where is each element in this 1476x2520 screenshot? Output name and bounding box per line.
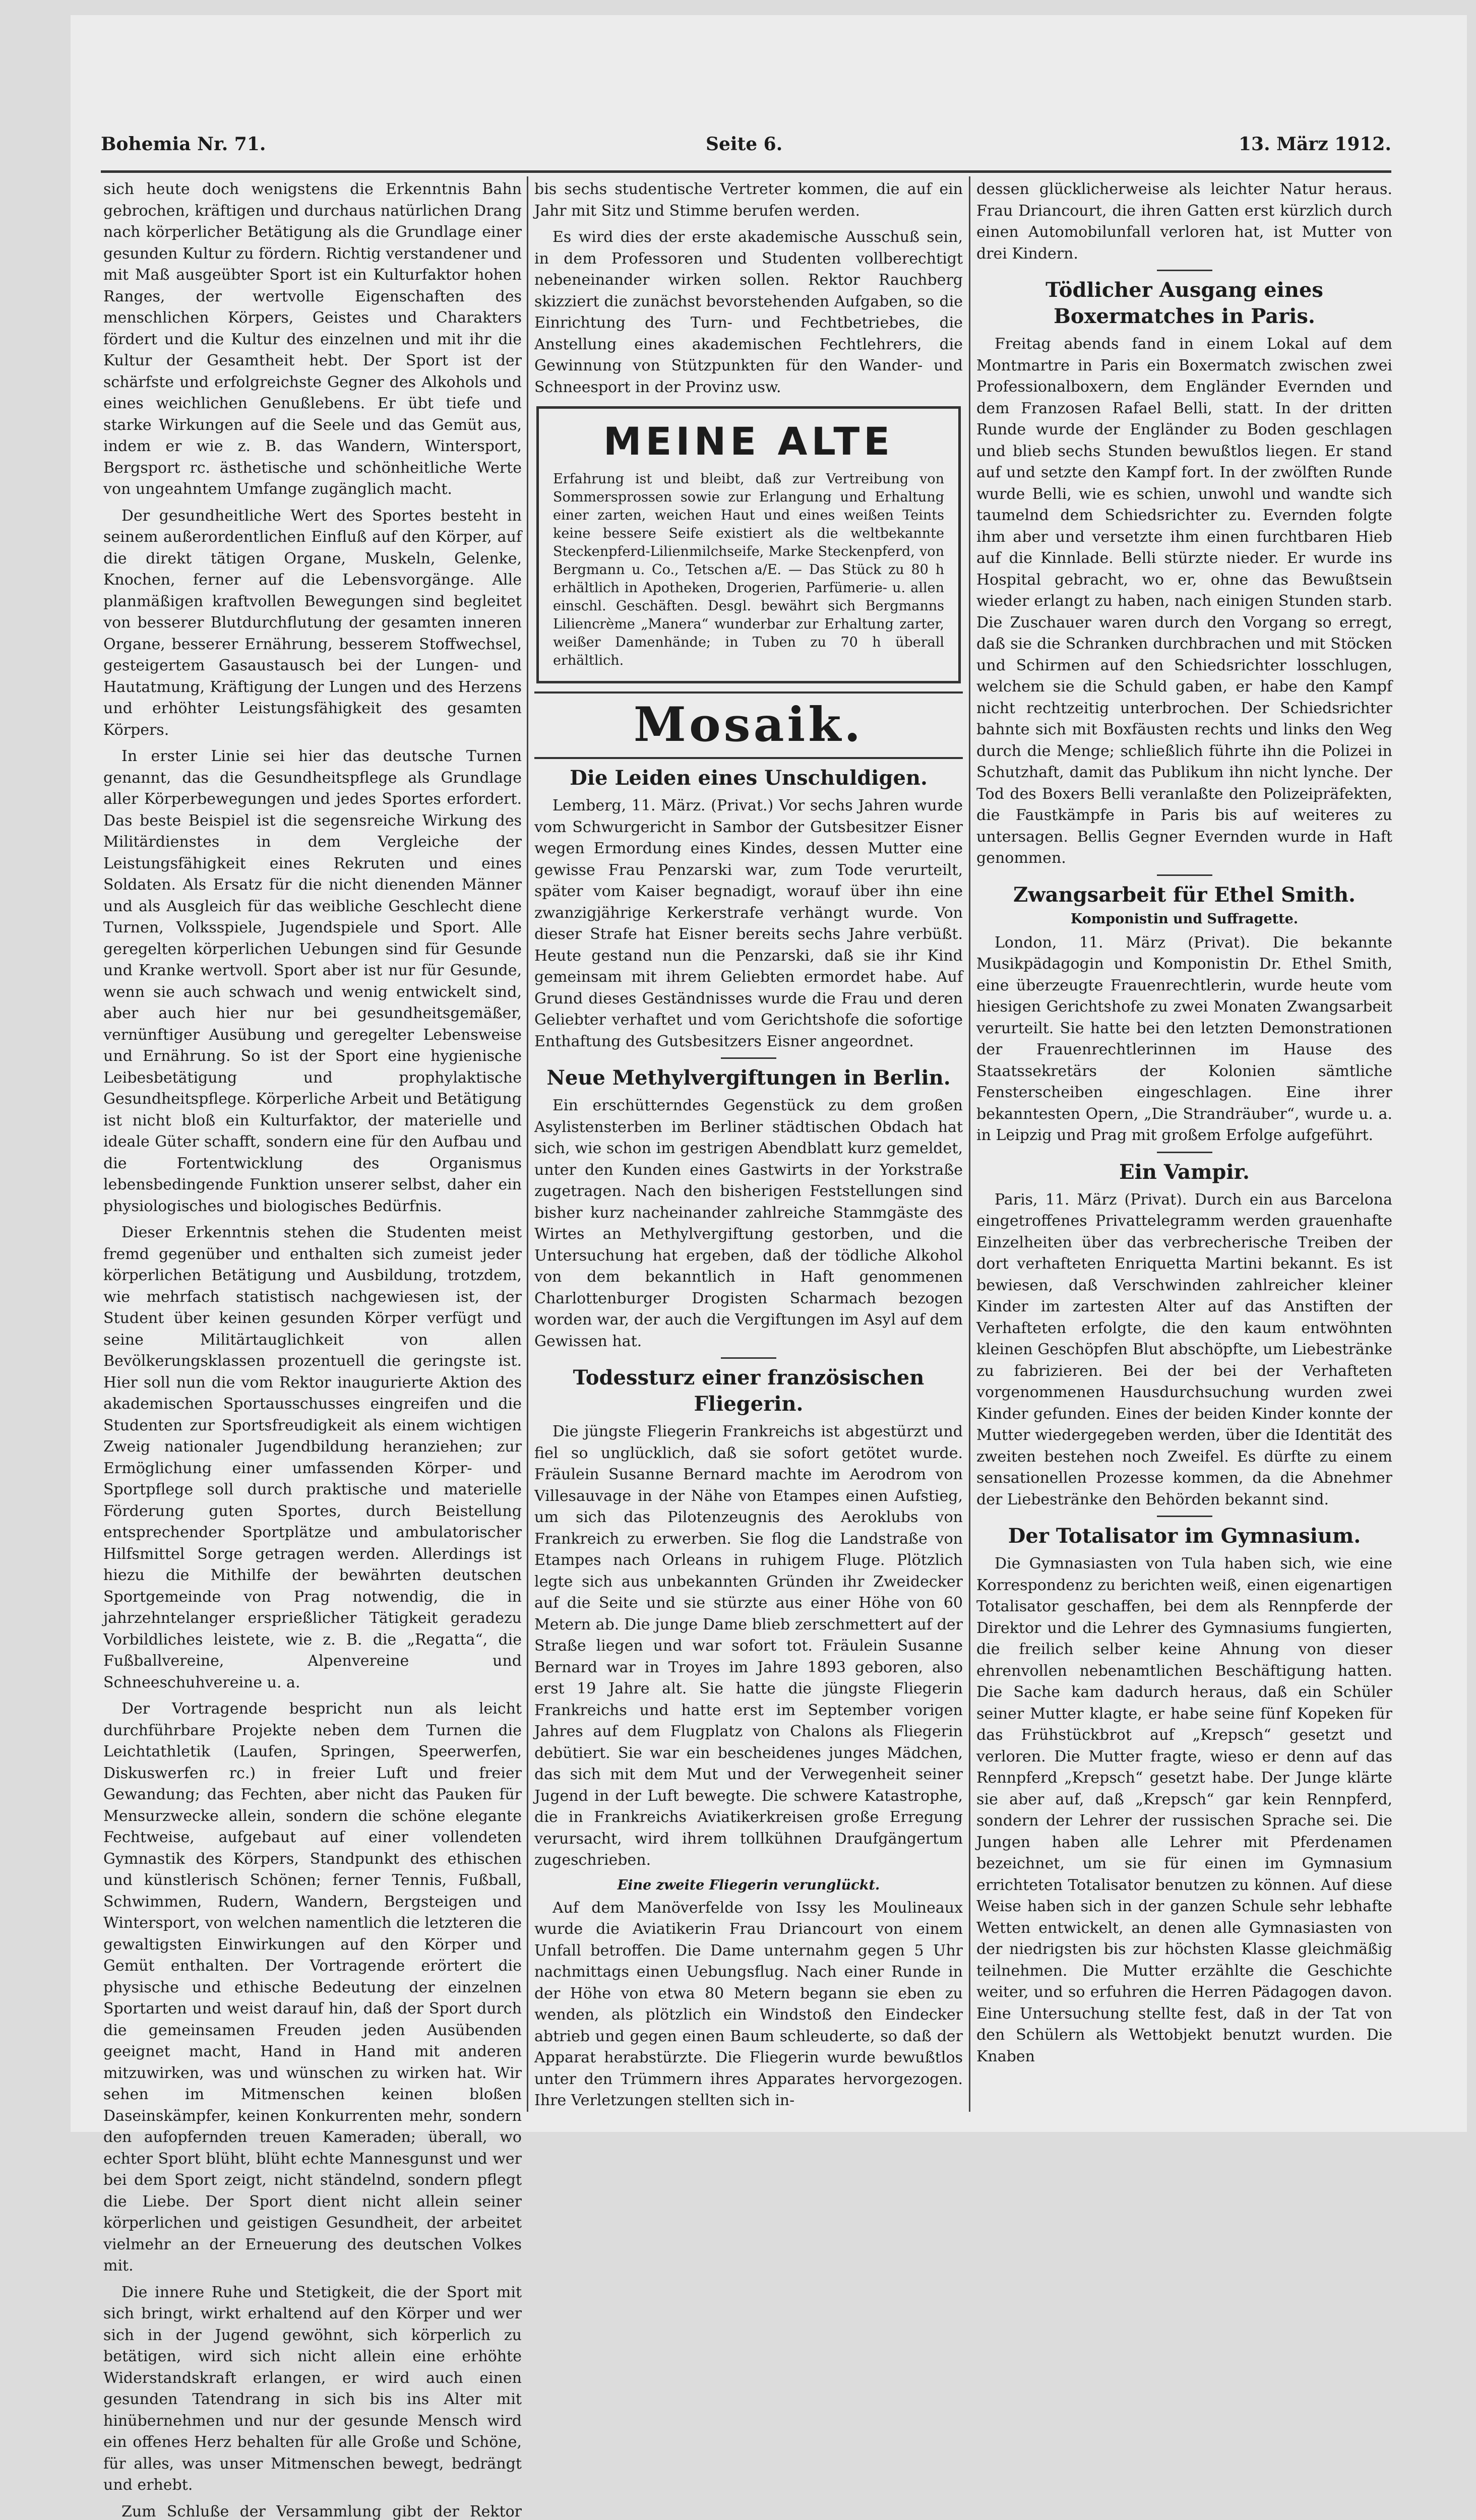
article-paragraph: Auf dem Manöverfelde von Issy les Moulineaux wurde die Aviatikerin Frau Driancourt von einem Unfall betroffen. Die Dame unternahm gegen 5 Uhr nachmittags einen Uebungsflug. Nach einer Runde in der Höhe von etwa 80 Metern begann sie eben zu wenden, als plötzlich ein Windstoß den Eindecker abtrieb und gegen einen Baum schleuderte, so daß der Apparat herabstürzte. Die Fliegerin wurde bewußtlos unter den Trümmern ihres Apparates hervorgezogen. Ihre Verletzungen stellten sich in- (534, 1898, 963, 2112)
article-paragraph: Es wird dies der erste akademische Ausschuß sein, in dem Professoren und Studenten vollberechtigt nebeneinander wirken sollen. Rektor Rauchberg skizziert die zunächst bevorstehenden Aufgaben, so die Einrichtung des Turn- und Fechtbetriebes, die Anstellung eines akademischen Fechtlehrers, die Gewinnung von Stützpunkten für den Wander- und Schneesport in der Provinz usw. (534, 227, 963, 398)
article-headline: Der Totalisator im Gymnasium. (976, 1523, 1392, 1549)
column-2 (534, 179, 963, 2109)
article-headline: Todessturz einer französischen Fliegerin. (534, 1365, 963, 1417)
column-1 (103, 179, 522, 2109)
article-paragraph: Paris, 11. März (Privat). Durch ein aus Barcelona eingetroffenes Privattelegramm werden grauenhafte Einzelheiten über das verbrecherische Treiben der dort verhafteten Enriquetta Martini bekannt. Es ist bewiesen, daß Verschwinden zahlreicher kleiner Kinder im zartesten Alter auf das Anstiften der Verhafteten erfolgte, die den kaum entwöhnten kleinen Geschöpfen Blut abschöpfte, um Liebestränke zu fabrizieren. Bei der bei der Verhafteten vorgenommenen Hausdurchsuchung wurden zwei Kinder gefunden. Eines der beiden Kinder konnte der Mutter wiedergegeben werden, über die Identität des zweiten bestehen noch Zweifel. Es dürfte zu einem sensationellen Prozesse kommen, da die Abnehmer der Liebestränke den Behörden bekannt sind. (976, 1189, 1392, 1511)
column-divider-2 (969, 176, 970, 2112)
article-divider (1157, 874, 1212, 876)
column-3 (976, 179, 1392, 2109)
article-paragraph: Lemberg, 11. März. (Privat.) Vor sechs Jahren wurde vom Schwurgericht in Sambor der Gutsbesitzer Eisner wegen Ermordung eines Kindes, dessen Mutter eine gewisse Frau Penzarski war, zum Tode verurteilt, später vom Kaiser begnadigt, worauf über ihn eine zwanzigjährige Kerkerstrafe verhängt wurde. Von dieser Strafe hat Eisner bereits sechs Jahre verbüßt. Heute gestand nun die Penzarski, daß sie ihr Kind gemeinsam mit ihrem Geliebten ermordet habe. Auf Grund dieses Geständnisses wurde die Frau und deren Geliebter verhaftet und vom Gerichtshofe die sofortige Enthaftung des Gutsbesitzers Eisner angeordnet. (534, 795, 963, 1052)
article-divider (721, 1057, 776, 1059)
header-page-number: Seite 6. (706, 134, 782, 155)
article-paragraph: Die Gymnasiasten von Tula haben sich, wie eine Korrespondenz zu berichten weiß, einen eigenartigen Totalisator geschaffen, bei dem als Rennpferde der Direktor und die Lehrer des Gymnasiums fungierten, die freilich selber keine Ahnung von dieser ehrenvollen nebenamtlichen Beschäftigung hatten. Die Sache kam dadurch heraus, daß ein Schüler seiner Mutter klagte, er habe seine fünf Kopeken für das Frühstückbrot auf „Krepsch“ gesetzt und verloren. Die Mutter fragte, wieso er denn auf das Rennpferd „Krepsch“ gesetzt habe. Der Junge klärte sie aber auf, daß „Krepsch“ gar kein Rennpferd, sondern der Lehrer der russischen Sprache sei. Die Jungen haben alle Lehrer mit Pferdenamen bezeichnet, um sie für einen im Gymnasium errichteten Totalisator benutzen zu können. Auf diese Weise haben sich in der ganzen Schule sehr lebhafte Wetten entwickelt, an denen alle Gymnasiasten von der niedrigsten bis zur höchsten Klasse gleichmäßig teilnehmen. Die Mutter erzählte die Geschichte weiter, und so erfuhren die Herren Pädagogen davon. Eine Untersuchung stellte fest, daß in der Tat von den Schülern als Wettobjekt benutzt wurden. Die Knaben (976, 1553, 1392, 2067)
header-newspaper-issue: Bohemia Nr. 71. (101, 134, 266, 155)
article-paragraph: sich heute doch wenigstens die Erkenntnis Bahn gebrochen, kräftigen und durchaus natürlichen Drang nach körperlicher Betätigung als die Grundlage einer gesunden Kultur zu fördern. Richtig verstandener und mit Maß ausgeübter Sport ist ein Kulturfaktor hohen Ranges, der wertvolle Eigenschaften des menschlichen Körpers, Geistes und Charakters fördert und die Kultur des einzelnen und mit ihr die Kultur der Gesamtheit hebt. Der Sport ist der schärfste und erfolgreichste Gegner des Alkohols und eines weichlichen Genußlebens. Er übt tiefe und starke Wirkungen auf die Seele und das Gemüt aus, indem er wie z. B. das Wandern, Wintersport, Bergsport rc. ästhetische und schönheitliche Werte von ungeahntem Umfange zugänglich macht. (103, 179, 522, 500)
article-headline: Ein Vampir. (976, 1159, 1392, 1185)
article-headline: Neue Methylvergiftungen in Berlin. (534, 1065, 963, 1091)
article-headline: Tödlicher Ausgang eines Boxermatches in Paris. (976, 277, 1392, 330)
section-title: Mosaik. (534, 697, 963, 753)
article-paragraph: bis sechs studentische Vertreter kommen, die auf ein Jahr mit Sitz und Stimme berufen werden. (534, 179, 963, 222)
article-subheadline: Eine zweite Fliegerin verunglückt. (534, 1876, 963, 1895)
article-paragraph: Die innere Ruhe und Stetigkeit, die der Sport mit sich bringt, wirkt erhaltend auf den Körper und wer sich in der Jugend gewöhnt, sich körperlich zu betätigen, wird sich nicht allein eine erhöhte Widerstandskraft erlangen, er wird auch einen gesunden Tatendrang in sich bis ins Alter mit hinübernehmen und nur der gesunde Mensch wird ein offenes Herz behalten für alle Große und Schöne, für alles, was unser Mitmenschen bewegt, bedrängt und erhebt. (103, 2282, 522, 2496)
article-divider (1157, 1516, 1212, 1517)
article-divider (721, 1357, 776, 1359)
page-header (101, 129, 1391, 164)
header-rule (101, 170, 1391, 173)
article-divider (1157, 270, 1212, 271)
advertisement-box (536, 406, 961, 683)
section-rule (534, 757, 963, 759)
article-paragraph: Freitag abends fand in einem Lokal auf dem Montmartre in Paris ein Boxermatch zwischen zwei Professionalboxern, dem Engländer Evernden und dem Franzosen Rafael Belli, statt. In der dritten Runde wurde der Engländer zu Boden geschlagen und blieb sechs Stunden bewußtlos liegen. Er stand auf und setzte den Kampf fort. In der zwölften Runde wurde Belli, wie es schien, unwohl und wandte sich taumelnd dem Schiedsrichter zu. Evernden folgte ihm aber und versetzte ihm einen furchtbaren Hieb auf die Kinnlade. Belli stürzte nieder. Er wurde ins Hospital gebracht, wo er, ohne das Bewußtsein wieder erlangt zu haben, nach einigen Stunden starb. Die Zuschauer waren durch den Vorgang so erregt, daß sie die Schranken durchbrachen und mit Stöcken und Schirmen auf den Schiedsrichter losschlugen, welchem sie die Schuld gaben, er habe den Kampf nicht rechtzeitig unterbrochen. Der Schiedsrichter bahnte sich mit Boxfäusten rechts und links den Weg durch die Menge; schließlich führte ihn die Polizei in Schutzhaft, damit das Publikum ihn nicht lynche. Der Tod des Boxers Belli veranlaßte den Polizeipräfekten, die Faustkämpfe in Paris bis auf weiteres zu untersagen. Bellis Gegner Evernden wurde in Haft genommen. (976, 334, 1392, 869)
article-paragraph: Der Vortragende bespricht nun als leicht durchführbare Projekte neben dem Turnen die Leichtathletik (Laufen, Springen, Speerwerfen, Diskuswerfen rc.) in freier Luft und freier Gewandung; das Fechten, aber nicht das Pauken für Mensurzwecke allein, sondern die schöne elegante Fechtweise, aufgebaut auf einer vollendeten Gymnastik des Körpers, Standpunkt des ethischen und künstlerisch Schönen; ferner Tennis, Fußball, Schwimmen, Rudern, Wandern, Bergsteigen und Wintersport, von welchen namentlich die letzteren die gewaltigsten Einwirkungen auf den Körper und Gemüt enthalten. Der Vortragende erörtert die physische und ethische Bedeutung der einzelnen Sportarten und weist darauf hin, daß der Sport durch die gemeinsamen Freuden jeden Ausübenden geeignet macht, Hand in Hand mit anderen mitzuwirken, was und wünschen zu wirken hat. Wir sehen im Mitmenschen keinen bloßen Daseinskämpfer, keinen Konkurrenten mehr, sondern den aufopfernden treuen Kameraden; überall, wo echter Sport blüht, blüht echte Mannesgunst und wer bei dem Sport zeigt, nicht ständelnd, sondern pflegt die Liebe. Der Sport dient nicht allein seiner körperlichen und geistigen Gesundheit, der arbeitet vielmehr an der Erneuerung des deutschen Volkes mit. (103, 1698, 522, 2277)
advertisement-title: MEINE ALTE (553, 420, 944, 463)
article-paragraph: Dieser Erkenntnis stehen die Studenten meist fremd gegenüber und enthalten sich zumeist jeder körperlichen Betätigung und Ausbildung, trotzdem, wie mehrfach statistisch nachgewiesen ist, der Student über keinen gesunden Körper verfügt und seine Militärtauglichkeit von allen Bevölkerungsklassen prozentuell die geringste ist. Hier soll nun die vom Rektor inaugurierte Aktion des akademischen Sportausschusses eingreifen und die Studenten zur Sportsfreudigkeit als einem wichtigen Zweig nationaler Jugendbildung heranziehen; zur Ermöglichung einer umfassenden Körper- und Sportpflege soll durch praktische und materielle Förderung guten Sportes, durch Beistellung entsprechender Sportplätze und ambulatorischer Hilfsmittel Sorge getragen werden. Allerdings ist hiezu die Mithilfe der bewährten deutschen Sportgemeinde von Prag notwendig, die in jahrzehntelanger ersprießlicher Tätigkeit geradezu Vorbildliches leistete, wie z. B. die „Regatta“, die Fußballvereine, Alpenvereine und Schneeschuhvereine u. a. (103, 1222, 522, 1693)
article-paragraph: In erster Linie sei hier das deutsche Turnen genannt, das die Gesundheitspflege als Grundlage aller Körperbewegungen und jedes Sportes erfordert. Das beste Beispiel ist die segensreiche Wirkung des Militärdienstes in dem Vergleiche der Leistungsfähigkeit eines Rekruten und eines Soldaten. Als Ersatz für die nicht dienenden Männer und als Ausgleich für das weibliche Geschlecht diene Turnen, Volksspiele, Jugendspiele und Sport. Alle geregelten körperlichen Uebungen sind für Gesunde und Kranke wertvoll. Sport aber ist nur für Gesunde, wenn sie auch schwach und wenig entwickelt sind, aber auch hier nur bei gesundheitsgemäßer, vernünftiger Ausübung und geregelter Lebensweise und Ernährung. So ist der Sport eine hygienische Leibesbetätigung und prophylaktische Gesundheitspflege. Körperliche Arbeit und Betätigung ist nicht bloß ein Kulturfaktor, der materielle und ideale Güter schafft, sondern eine für den Aufbau und die Fortentwicklung des Organismus lebensbedingende Funktion unserer selbst, daher ein physiologisches und biologisches Bedürfnis. (103, 746, 522, 1217)
column-divider-1 (527, 176, 528, 2112)
section-rule (534, 691, 963, 694)
article-paragraph: Ein erschütterndes Gegenstück zu dem großen Asylistensterben im Berliner städtischen Obdach hat sich, wie schon im gestrigen Abendblatt kurz gemeldet, unter den Kunden eines Gastwirts in der Yorkstraße zugetragen. Nach den bisherigen Feststellungen sind bisher kurz nacheinander zahlreiche Stammgäste des Wirtes an Methylvergiftung gestorben, und die Untersuchung hat ergeben, daß der tödliche Alkohol von dem bekanntlich in Haft genommenen Charlottenburger Drogisten Scharmach bezogen worden war, der auch die Vergiftungen im Asyl auf dem Gewissen hat. (534, 1095, 963, 1352)
header-date: 13. März 1912. (1239, 134, 1391, 155)
article-headline: Zwangsarbeit für Ethel Smith. (976, 882, 1392, 908)
article-paragraph: Die jüngste Fliegerin Frankreichs ist abgestürzt und fiel so unglücklich, daß sie sofort getötet wurde. Fräulein Susanne Bernard machte im Aerodrom von Villesauvage in der Nähe von Etampes einen Aufstieg, um sich das Pilotenzeugnis des Aeroklubs von Frankreich zu erwerben. Sie flog die Landstraße von Etampes nach Orleans in ruhigem Fluge. Plötzlich legte sich aus unbekannten Gründen ihr Zweidecker auf die Seite und sie stürzte aus einer Höhe von 60 Metern ab. Die junge Dame blieb zerschmettert auf der Straße liegen und war sofort tot. Fräulein Susanne Bernard war in Troyes im Jahre 1893 geboren, also erst 19 Jahre alt. Sie hatte die jüngste Fliegerin Frankreichs und hatte erst im September vorigen Jahres auf dem Flugplatz von Chalons als Fliegerin debütiert. Sie war ein bescheidenes junges Mädchen, das sich mit dem Mut und der Verwegenheit seiner Jugend in der Luft bewegte. Die schwere Katastrophe, die in Frankreichs Aviatikerkreisen große Erregung verursacht, wird ihrem tollkühnen Draufgängertum zugeschrieben. (534, 1421, 963, 1871)
article-headline: Die Leiden eines Unschuldigen. (534, 765, 963, 791)
article-paragraph: London, 11. März (Privat). Die bekannte Musikpädagogin und Komponistin Dr. Ethel Smith, eine überzeugte Frauenrechtlerin, wurde heute vom hiesigen Gerichtshofe zu zwei Monaten Zwangsarbeit verurteilt. Sie hatte bei den letzten Demonstrationen der Frauenrechtlerinnen im Hause des Staatssekretärs der Kolonien sämtliche Fensterscheiben eingeschlagen. Eine ihrer bekanntesten Opern, „Die Strandräuber“, wurde u. a. in Leipzig und Prag mit großem Erfolge aufgeführt. (976, 932, 1392, 1147)
article-paragraph: dessen glücklicherweise als leichter Natur heraus. Frau Driancourt, die ihren Gatten erst kürzlich durch einen Automobilunfall verloren hat, ist Mutter von drei Kindern. (976, 179, 1392, 265)
article-paragraph: Der gesundheitliche Wert des Sportes besteht in seinem außerordentlichen Einfluß auf den Körper, auf die direkt tätigen Organe, Muskeln, Gelenke, Knochen, ferner auf die Lebensvorgänge. Alle planmäßigen kraftvollen Bewegungen sind begleitet von besserer Blutdurchflutung der gesamten inneren Organe, besserer Ernährung, besserem Stoffwechsel, gesteigertem Gasaustausch bei der Lungen- und Hautatmung, Kräftigung der Lungen und des Herzens und erhöhter Leistungsfähigkeit des gesamten Körpers. (103, 506, 522, 741)
article-divider (1157, 1152, 1212, 1153)
article-subheadline: Komponistin und Suffragette. (976, 910, 1392, 928)
advertisement-text: Erfahrung ist und bleibt, daß zur Vertreibung von Sommersprossen sowie zur Erlangung und Erhaltung einer zarten, weichen Haut und eines weißen Teints keine bessere Seife existiert als die weltbekannte Steckenpferd-Lilienmilchseife, Marke Steckenpferd, von Bergmann u. Co., Tetschen a/E. — Das Stück zu 80 h erhältlich in Apotheken, Drogerien, Parfümerie- u. allen einschl. Geschäften. Desgl. bewährt sich Bergmanns Liliencrème „Manera“ wunderbar zur Erhaltung zarter, weißer Damenhände; in Tuben zu 70 h überall erhältlich. (553, 470, 944, 670)
article-paragraph: Zum Schluße der Versammlung gibt der Rektor (103, 2501, 522, 2520)
